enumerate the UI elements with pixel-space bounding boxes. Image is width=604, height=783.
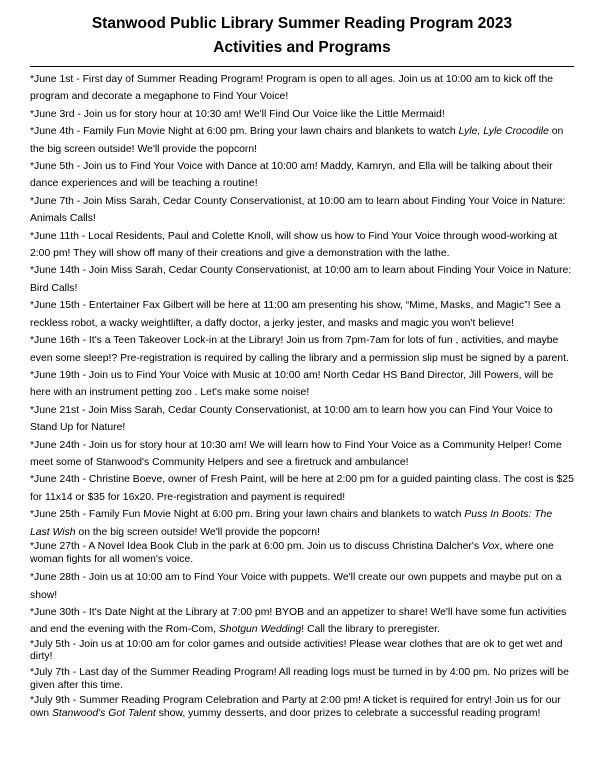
event-separator: -: [79, 300, 89, 312]
event-separator: -: [74, 108, 84, 120]
event-text: Last day of the Summer Reading Program! All reading logs must be turned in by 4:00 pm. No prizes will be given after this time.: [30, 666, 569, 691]
event-separator: -: [79, 606, 89, 618]
event-text: Join us at 10:00 am for color games and outside activities! Please wear clothes that are ok to get wet and dirty!: [30, 638, 563, 663]
event-date: *June 30th: [30, 606, 80, 618]
event-date: *July 7th: [30, 666, 70, 678]
event-text: on the big screen outside! We'll provide the popcorn!: [30, 126, 564, 155]
event-item: [30, 506, 574, 541]
event-separator: -: [79, 509, 89, 521]
event-item: [30, 402, 574, 437]
event-text: Entertainer Fax Gilbert will be here at 11:00 am presenting his show, “Mime, Masks, and Magic”! See a reckless robot, a wacky weightlifter, a daffy doctor, a jerky jester, and masks and magic you won't believe!: [30, 300, 561, 329]
event-separator: -: [69, 666, 80, 678]
event-text: Join us at 10:00 am to Find Your Voice with puppets. We'll create our own puppets and maybe put on a show!: [30, 572, 562, 601]
event-text: Join Miss Sarah, Cedar County Conservationist, at 10:00 am to learn about Finding Your Voice in Nature: Bird Calls!: [30, 265, 572, 294]
event-date: *June 3rd: [30, 108, 75, 120]
event-date: *June 14th: [30, 265, 80, 277]
event-title-italic: Shotgun Wedding: [218, 624, 302, 636]
event-item: [30, 228, 574, 263]
event-title-italic: Lyle, Lyle Crocodile: [458, 126, 549, 138]
event-text: It's a Teen Takeover Lock-in at the Library! Join us from 7pm-7am for lots of fun , activities, and maybe even some sleep!? Pre-registration is required by calling the library and a permission slip must be signed by a parent.: [30, 335, 569, 364]
event-item: [30, 695, 574, 720]
event-text: Join us to Find Your Voice with Music at 10:00 am! North Cedar HS Band Director, Jill Powers, will be here with an instrument petting zoo . Let's make some noise!: [30, 369, 554, 399]
event-item: [30, 471, 574, 506]
event-date: *July 5th: [30, 638, 70, 650]
event-date: *June 16th: [30, 335, 80, 347]
event-item: [30, 604, 574, 639]
event-item: [30, 297, 574, 332]
event-separator: -: [79, 265, 89, 277]
event-date: *June 27th: [30, 540, 80, 552]
event-item: [30, 332, 574, 367]
event-separator: -: [69, 638, 80, 650]
header-divider: [30, 66, 574, 67]
event-text: First day of Summer Reading Program! Program is open to all ages. Join us at 10:00 am to kick off the program and decorate a megaphone to Find Your Voice!: [30, 74, 554, 103]
event-item: [30, 541, 574, 566]
event-separator: -: [79, 474, 89, 486]
event-item: [30, 437, 574, 472]
event-item: [30, 367, 574, 402]
event-text: Join us for story hour at 10:30 am! We will learn how to Find Your Voice as a Community Helper! Come meet some of Stanwood's Community Helpers and see a firetruck and ambulance!: [30, 439, 562, 468]
title-line-1: Stanwood Public Library Summer Reading Program 2023: [91, 15, 513, 32]
event-date: *June 15th: [30, 300, 80, 312]
event-text: A Novel Idea Book Club in the park at 6:00 pm. Join us to discuss Christina Dalcher's: [88, 540, 482, 552]
event-item: [30, 667, 574, 692]
event-separator: -: [79, 369, 89, 381]
event-text: ! Call the library to preregister.: [301, 624, 440, 636]
event-text: Christine Boeve, owner of Fresh Paint, will be here at 2:00 pm for a guided painting class. The cost is $25 for 11x14 or $35 for 16x20. Pre-registration and payment is required!: [30, 474, 574, 503]
event-text: Local Residents, Paul and Colette Knoll, will show us how to Find Your Voice through wood-working at 2:00 pm! They will show off many of their creations and give a demonstration with the lathe.: [30, 230, 558, 260]
event-text: Family Fun Movie Night at 6:00 pm. Bring your lawn chairs and blankets to watch: [88, 509, 465, 521]
event-date: *July 9th: [30, 695, 70, 707]
event-item: [30, 123, 574, 158]
event-item: [30, 106, 574, 123]
event-date: *June 25th: [30, 509, 80, 521]
event-separator: -: [79, 572, 89, 584]
event-text: Summer Reading Program Celebration and Party at 2:00 pm! A ticket is required for entry! Join us for our own: [30, 695, 561, 719]
event-item: [30, 569, 574, 604]
event-separator: -: [69, 695, 80, 707]
event-date: *June 11th: [30, 230, 79, 242]
event-text: Join us for story hour at 10:30 am! We'll Find Our Voice like the Little Mermaid!: [83, 108, 445, 120]
event-text: Family Fun Movie Night at 6:00 pm. Bring your lawn chairs and blankets to watch: [83, 126, 459, 138]
event-text: Join Miss Sarah, Cedar County Conservationist, at 10:00 am to learn how you can Find Your Voice to Stand Up for Nature!: [30, 404, 553, 434]
event-date: *June 5th: [30, 161, 74, 173]
event-item: [30, 158, 574, 193]
event-text: Join Miss Sarah, Cedar County Conservationist, at 10:00 am to learn about Finding Your Voice in Nature: Animals Calls!: [30, 195, 566, 225]
event-date: *June 28th: [30, 572, 80, 584]
event-date: *June 24th: [30, 439, 80, 451]
event-item: [30, 193, 574, 228]
title-line-2: Activities and Programs: [213, 39, 391, 56]
event-separator: -: [73, 195, 84, 207]
event-separator: -: [79, 335, 89, 347]
event-item: [30, 639, 574, 664]
event-title-italic: Puss In Boots: The Last Wish: [30, 509, 553, 538]
event-date: *June 4th: [30, 126, 74, 138]
event-separator: -: [79, 540, 89, 552]
event-text: , where one woman fights for all women's voice.: [30, 540, 554, 565]
event-title-italic: Stanwood's Got Talent: [51, 707, 156, 719]
event-date: *June 1st: [30, 74, 74, 85]
events-list: [30, 71, 574, 720]
event-separator: -: [73, 74, 83, 85]
event-date: *June 21st: [30, 404, 80, 416]
event-separator: -: [73, 126, 84, 138]
event-item: [30, 71, 574, 106]
event-text: show, yummy desserts, and door prizes to celebrate a successful reading program!: [155, 707, 541, 719]
event-separator: -: [79, 439, 89, 451]
event-separator: -: [79, 404, 89, 416]
event-separator: -: [73, 161, 84, 173]
event-title-italic: Vox: [481, 540, 500, 552]
event-date: *June 7th: [30, 195, 74, 207]
event-separator: -: [78, 230, 89, 242]
event-item: [30, 262, 574, 297]
event-text: Join us to Find Your Voice with Dance at 10:00 am! Maddy, Kamryn, and Ella will be talking about their dance experiences and will be teaching a routine!: [30, 161, 553, 190]
event-text: on the big screen outside! We'll provide the popcorn!: [75, 526, 320, 538]
event-date: *June 24th: [30, 474, 80, 486]
event-date: *June 19th: [30, 369, 80, 381]
event-text: It's Date Night at the Library at 7:00 pm! BYOB and an appetizer to share! We'll have some fun activities and end the evening with the Rom-Com,: [30, 606, 567, 636]
